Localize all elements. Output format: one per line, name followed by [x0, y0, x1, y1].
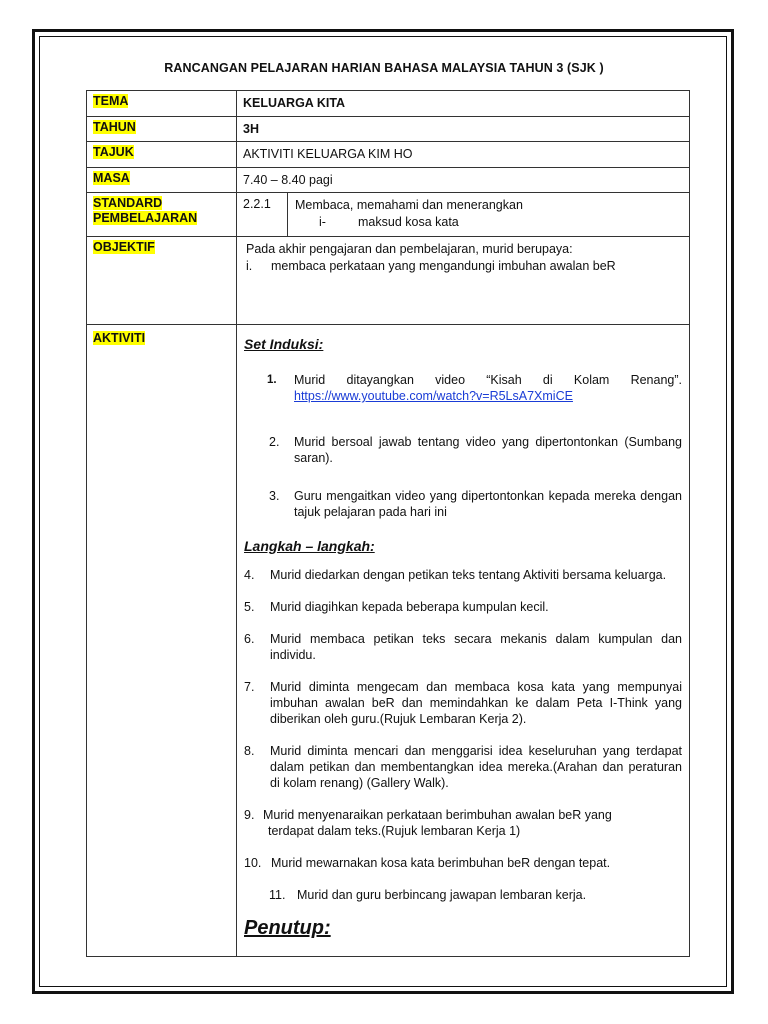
label-tema: TEMA	[93, 94, 129, 108]
video-link[interactable]: https://www.youtube.com/watch?v=R5LsA7XmiCE	[294, 389, 573, 403]
label-masa: MASA	[93, 171, 130, 185]
step-3: 3. Guru mengaitkan video yang dipertontonkan kepada mereka dengan tajuk pelajaran pada hari ini	[269, 489, 682, 519]
step-10: 10. Murid mewarnakan kosa kata berimbuhan beR dengan tepat.	[244, 856, 611, 870]
label-pembelajaran: PEMBELAJARAN	[93, 211, 198, 225]
row-tahun	[87, 117, 690, 142]
row-masa	[87, 168, 690, 193]
step-9: 9. Murid menyenaraikan perkataan berimbuhan awalan beR yang terdapat dalam teks.(Rujuk lembaran Kerja 1)	[244, 808, 612, 838]
row-aktiviti	[87, 325, 690, 957]
row-tajuk	[87, 142, 690, 168]
row-tema	[87, 91, 690, 117]
aktiviti-content	[237, 325, 690, 957]
objektif-item-text: membaca perkataan yang mengandungi imbuhan awalan beR	[271, 259, 616, 273]
label-tajuk: TAJUK	[93, 145, 134, 159]
label-standard: STANDARD	[93, 196, 163, 210]
step-2: 2. Murid bersoal jawab tentang video yang dipertontonkan (Sumbang saran).	[269, 435, 682, 465]
step-4: 4. Murid diedarkan dengan petikan teks tentang Aktiviti bersama keluarga.	[244, 568, 667, 582]
objektif-intro: Pada akhir pengajaran dan pembelajaran, murid berupaya:	[246, 242, 573, 256]
standard-text: Membaca, memahami dan menerangkan	[295, 198, 523, 212]
lesson-plan-table	[86, 90, 690, 957]
value-masa: 7.40 – 8.40 pagi	[237, 168, 690, 193]
step-1: 1. Murid ditayangkan video “Kisah di Kolam Renang”. https://www.youtube.com/watch?v=R5LsA7XmiCE	[267, 373, 682, 403]
objektif-item-num: i.	[246, 259, 253, 273]
label-aktiviti: AKTIVITI	[93, 331, 146, 345]
value-tajuk: AKTIVITI KELUARGA KIM HO	[237, 142, 690, 168]
standard-sub-marker: i-	[319, 215, 326, 229]
step-6: 6. Murid membaca petikan teks secara mekanis dalam kumpulan dan individu.	[244, 632, 682, 662]
step-11: 11. Murid dan guru berbincang jawapan lembaran kerja.	[269, 888, 587, 902]
penutup-heading: Penutup:	[244, 917, 331, 939]
label-tahun: TAHUN	[93, 120, 136, 134]
value-tahun: 3H	[237, 117, 690, 142]
standard-code: 2.2.1	[237, 193, 288, 236]
langkah-heading: Langkah – langkah:	[244, 538, 375, 554]
value-tema: KELUARGA KITA	[237, 91, 690, 117]
set-induksi-heading: Set Induksi:	[244, 336, 324, 352]
row-objektif	[87, 237, 690, 325]
step-8: 8. Murid diminta mencari dan menggarisi idea keseluruhan yang terdapat dalam petikan dan membentangkan idea mereka.(Arahan dan peraturan di kolam renang) (Gallery Walk).	[244, 744, 682, 790]
document-title: RANCANGAN PELAJARAN HARIAN BAHASA MALAYSIA TAHUN 3 (SJK )	[164, 61, 604, 75]
row-standard	[87, 193, 690, 237]
standard-sub-text: maksud kosa kata	[358, 215, 459, 229]
label-objektif: OBJEKTIF	[93, 240, 155, 254]
step-5: 5. Murid diagihkan kepada beberapa kumpulan kecil.	[244, 600, 549, 614]
step-7: 7. Murid diminta mengecam dan membaca kosa kata yang mempunyai imbuhan awalan beR dan memindahkan ke dalam Peta I-Think yang diberikan oleh guru.(Rujuk Lembaran Kerja 2).	[244, 680, 682, 726]
